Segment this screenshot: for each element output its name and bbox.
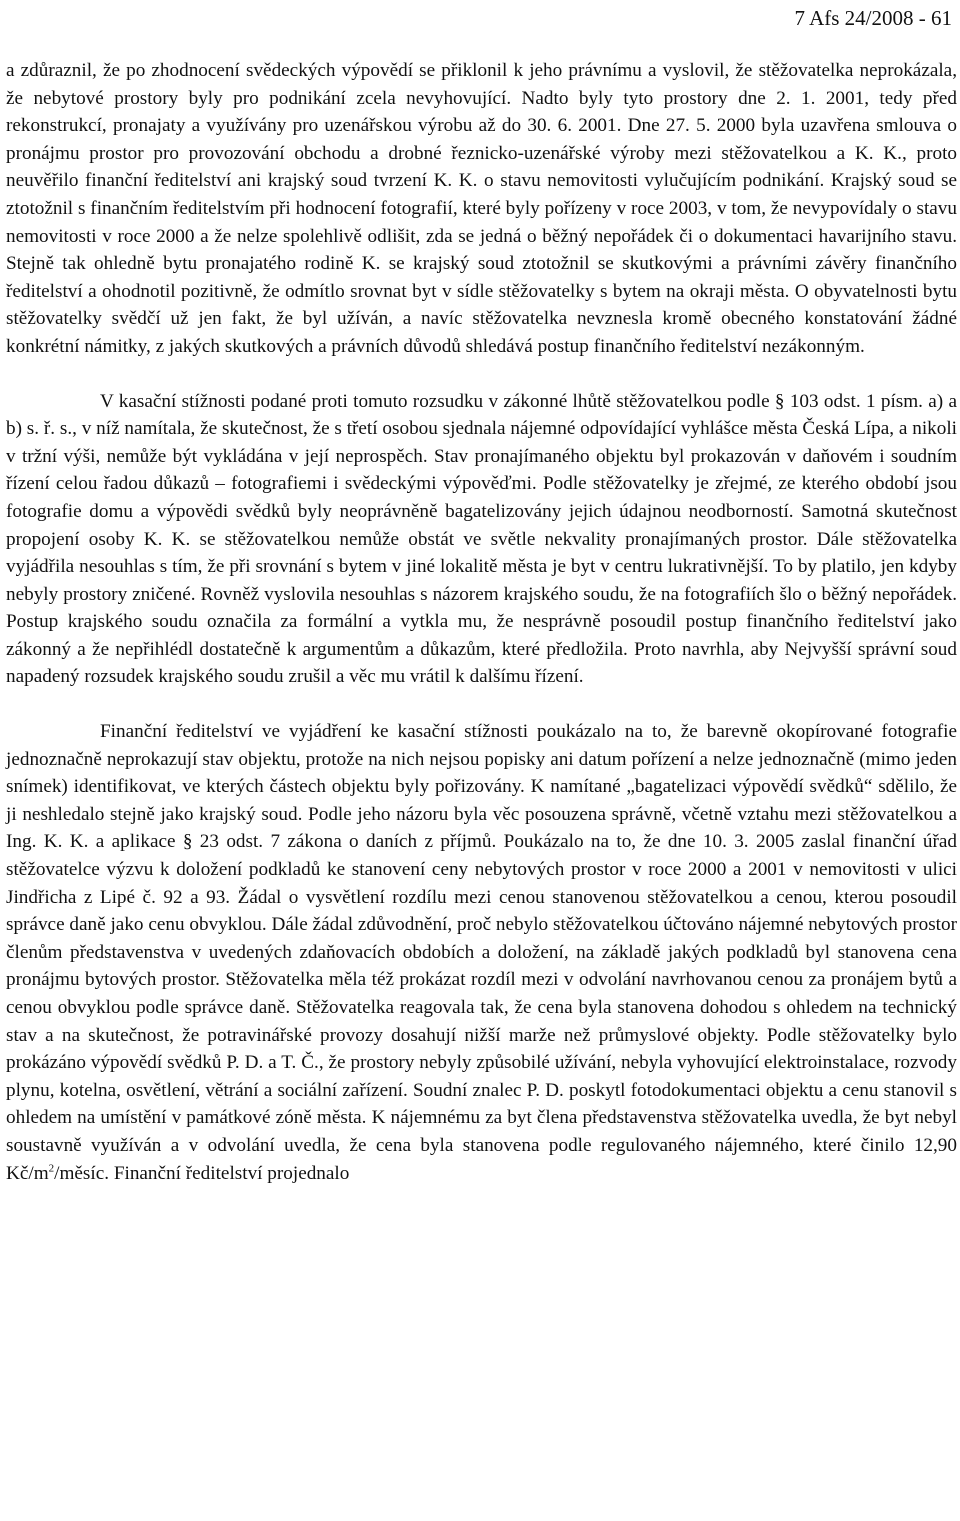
paragraph-cassation-complaint: V kasační stížnosti podané proti tomuto rozsudku v zákonné lhůtě stěžovatelkou podle § 103 odst. 1 písm. a) a b) s. ř. s., v níž namítala, že skutečnost, že s třetí osobou sjednala nájemné odpovídající vyhlášce města Česká Lípa, a nikoli v tržní výši, nemůže být vykládána v její neprospěch. Stav pronajímaného objektu byl prokazován v daňovém i soudním řízení celou řadou důkazů – fotografiemi i svědeckými výpověďmi. Podle stěžovatelky je zřejmé, ze kterého období jsou fotografie domu a výpovědi svědků byly neoprávněně bagatelizovány jejich údajnou neodborností. Samotná skutečnost propojení osoby K. K. se stěžovatelkou nemůže obstát ve světle nekvality pronajímaných prostor. Dále stěžovatelka vyjádřila nesouhlas s tím, že při srovnání s bytem v jiné lokalitě města je byt v centru lukrativnější. To by platilo, jen kdyby nebyly prostory zničené. Rovněž vyslovila nesouhlas s názorem krajského soudu, že na fotografiích šlo o běžný nepořádek. Postup krajského soudu označila za formální a vytkla mu, že nesprávně posoudil postup finančního ředitelství jako zákonný a že nepřihlédl dostatečně k argumentům a důkazům, které předložila. Proto navrhla, aby Nejvyšší správní soud napadený rozsudek krajského soudu zrušil a věc mu vrátil k dalšímu řízení.	[6, 390, 957, 688]
document-body	[6, 57, 957, 1187]
paragraph-regional-court-reasoning: a zdůraznil, že po zhodnocení svědeckých výpovědí se přiklonil k jeho právnímu a vyslovil, že stěžovatelka neprokázala, že nebytové prostory byly pro podnikání zcela nevyhovující. Nadto byly tyto prostory dne 2. 1. 2001, tedy před rekonstrukcí, pronajaty a využívány pro uzenářskou výrobu až do 30. 6. 2001. Dne 27. 5. 2000 byla uzavřena smlouva o pronájmu prostor pro provozování obchodu a drobné řeznicko-uzenářské výroby mezi stěžovatelkou a K. K., proto neuvěřilo finanční ředitelství ani krajský soud tvrzení K. K. o stavu nemovitosti vylučujícím podnikání. Krajský soud se ztotožnil s finančním ředitelstvím při hodnocení fotografií, které byly pořízeny v roce 2003, v tom, že nevypovídaly o stavu nemovitosti v roce 2000 a že nelze spolehlivě odlišit, zda se jedná o běžný nepořádek či o dokumentaci havarijního stavu. Stejně tak ohledně bytu pronajatého rodině K. se krajský soud ztotožnil se skutkovými a právními závěry finančního ředitelství a ohodnotil pozitivně, že odmítlo srovnat byt v sídle stěžovatelky s bytem na okraji města. O obyvatelnosti bytu stěžovatelky svědčí už jen fakt, že byl užíván, a navíc stěžovatelka nevznesla kromě obecného konstatování žádné konkrétní námitky, z jakých skutkových a právních důvodů shledává postup finančního ředitelství nezákonným.	[6, 60, 957, 357]
paragraph-spacer	[6, 691, 957, 718]
square-meter-superscript: 2	[48, 1162, 55, 1175]
case-reference-header: 7 Afs 24/2008 - 61	[794, 6, 952, 30]
paragraph-spacer	[6, 361, 957, 388]
paragraph-finance-directorate-response	[6, 718, 957, 1187]
finance-directorate-response-tail: /měsíc. Finanční ředitelství projednalo	[54, 1162, 350, 1184]
finance-directorate-response-text: Finanční ředitelství ve vyjádření ke kasační stížnosti poukázalo na to, že barevně okopírované fotografie jednoznačně neprokazují stav objektu, protože na nich nejsou popisky ani datum pořízení a nelze jednoznačně (mimo jeden snímek) identifikovat, ve kterých částech objektu byly pořizovány. K namítané „bagatelizaci výpovědí svědků“ sdělilo, že ji neshledalo stejně jako krajský soud. Podle jeho názoru byla věc posouzena správně, včetně vztahu mezi stěžovatelkou a Ing. K. K. a aplikace § 23 odst. 7 zákona o daních z příjmů. Poukázalo na to, že dne 10. 3. 2005 zaslal finanční úřad stěžovatelce výzvu k doložení podkladů ke stanovení ceny nebytových prostor v roce 2000 a 2001 v nemovitosti v ulici Jindřicha z Lipé č. 92 a 93. Žádal o vysvětlení rozdílu mezi cenou stanovenou stěžovatelkou a cenou, kterou posoudil správce daně jako cenu obvyklou. Dále žádal zdůvodnění, proč nebylo stěžovatelkou účtováno nájemné nebytových prostor členům představenstva v uvedených zdaňovacích obdobích a doložení, na základě jakých podkladů byl stanovena cena pronájmu bytových prostor. Stěžovatelka měla též prokázat rozdíl mezi v odvolání navrhovanou cenou za pronájem bytů a cenou obvyklou podle správce daně. Stěžovatelka reagovala tak, že cena byla stanovena dohodou s ohledem na technický stav a na skutečnost, že potravinářské provozy dosahují nižší marže než průmyslové objekty. Podle stěžovatelky bylo prokázáno výpovědí svědků P. D. a T. Č., že prostory nebyly způsobilé užívání, nebyla vyhovující elektroinstalace, rozvody plynu, kotelna, osvětlení, větrání a sociální zařízení. Soudní znalec P. D. poskytl fotodokumentaci objektu a cenu stanovil s ohledem na umístění v památkové zóně města. K nájemnému za byt člena představenstva stěžovatelka uvedla, že byt nebyl soustavně využíván a v odvolání uvedla, že cena byla stanovena podle regulovaného nájemného, které činilo 12,90 Kč/m	[6, 721, 957, 1184]
